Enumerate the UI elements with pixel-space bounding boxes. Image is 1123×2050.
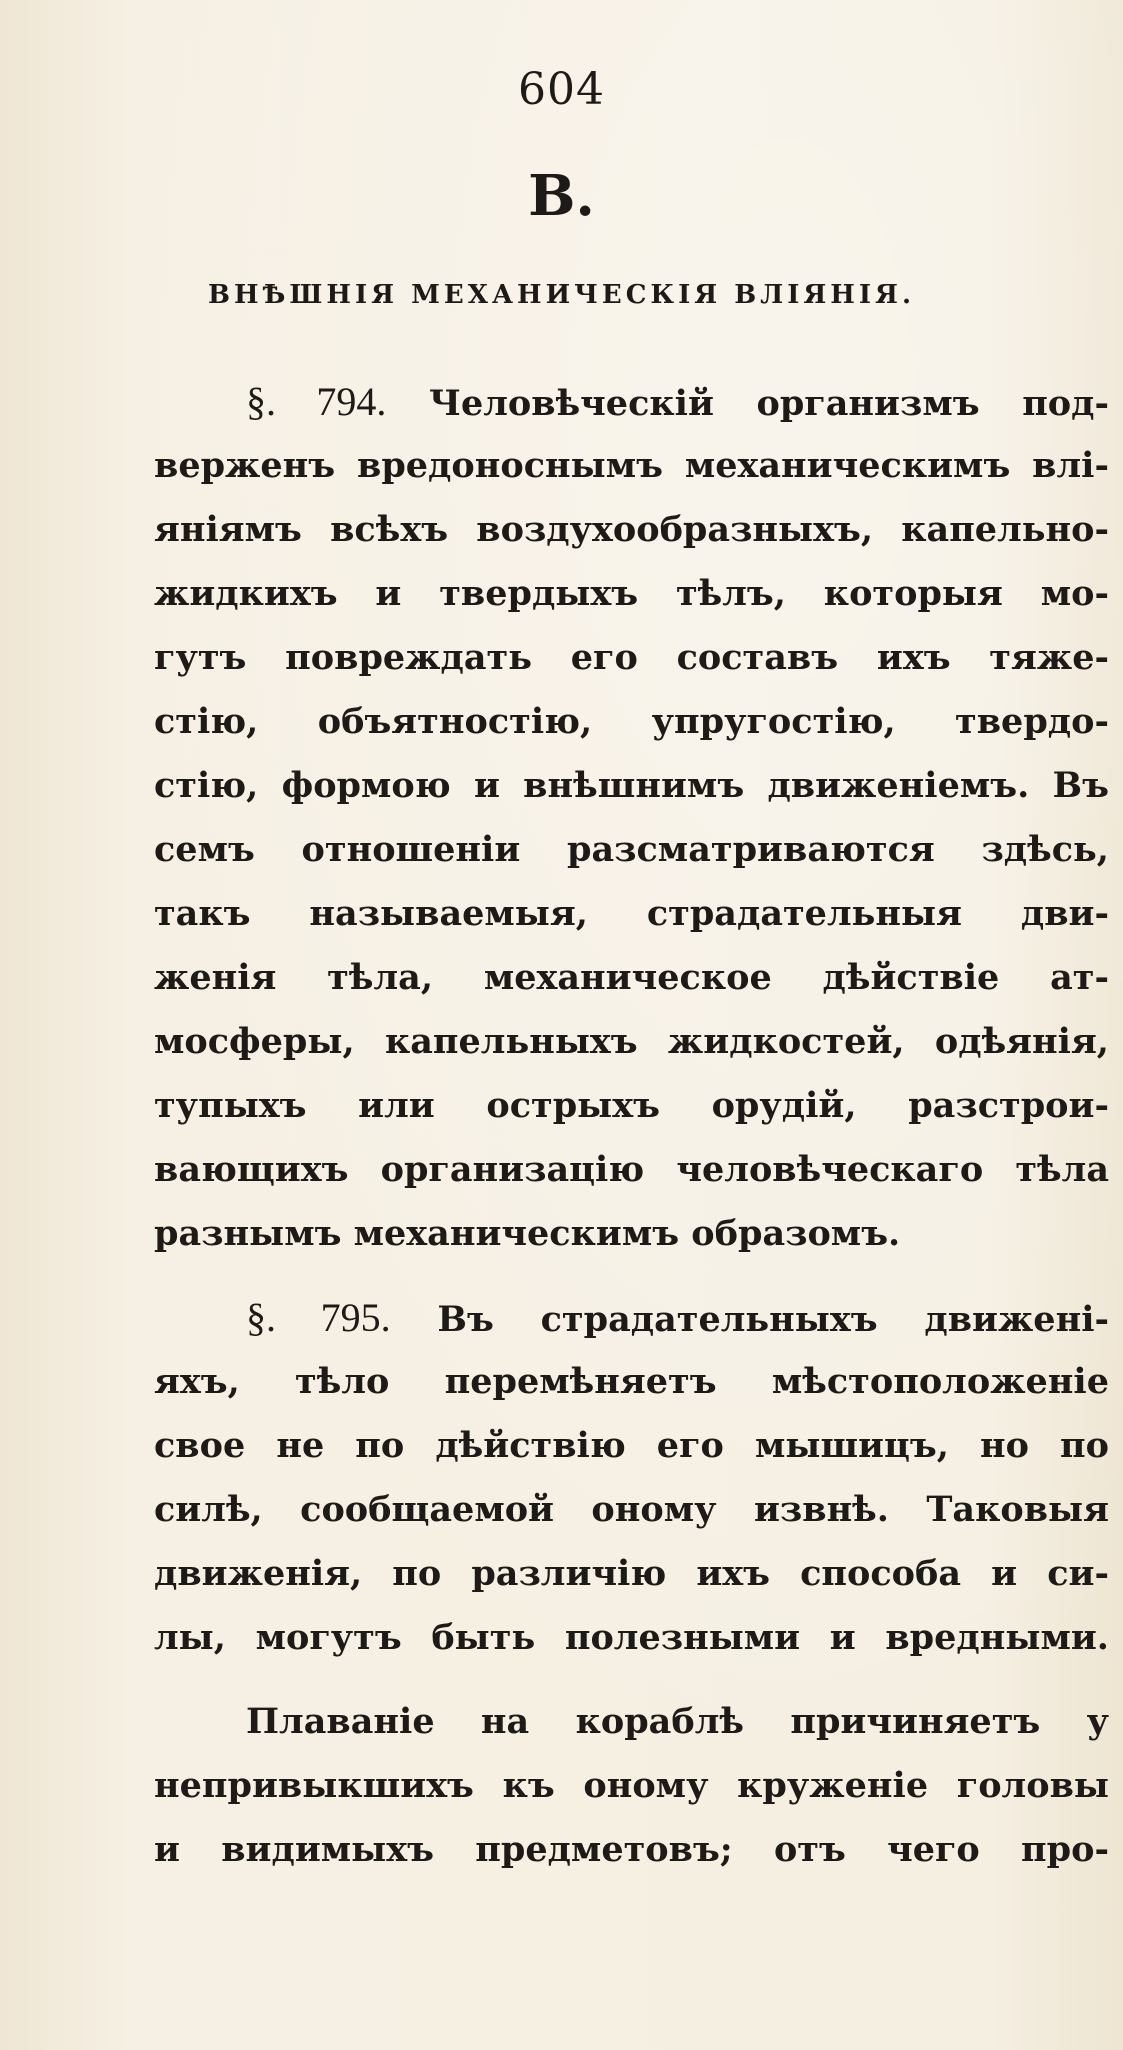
section-letter: В.: [528, 163, 595, 229]
text-line: свое не по дѣйствію его мышицъ, но по: [154, 1425, 1109, 1466]
text-line: верженъ вредоноснымъ механическимъ влі-: [154, 445, 1109, 486]
section-title: ВНѢШНІЯ МЕХАНИЧЕСКІЯ ВЛІЯНІЯ.: [208, 280, 915, 310]
text-line: разнымъ механическимъ образомъ.: [154, 1213, 901, 1254]
text-line: лы, могутъ быть полезными и вредными.: [154, 1617, 1109, 1658]
text-line: силѣ, сообщаемой оному извнѣ. Таковыя: [154, 1489, 1109, 1530]
text-line: тупыхъ или острыхъ орудій, разстрои-: [154, 1085, 1109, 1126]
text-line: вающихъ организацію человѣческаго тѣла: [154, 1149, 1109, 1190]
text-line: такъ называемыя, страдательныя дви-: [154, 893, 1109, 934]
text-line: §. 794. Человѣческій организмъ под-: [246, 379, 1110, 424]
text-line: Плаваніе на кораблѣ причиняетъ у: [246, 1701, 1109, 1742]
text-line: мосферы, капельныхъ жидкостей, одѣянія,: [154, 1021, 1109, 1062]
text-line: стію, объятностію, упругостію, твердо-: [154, 701, 1109, 742]
page-number: 604: [518, 64, 605, 115]
text-line: стію, формою и внѣшнимъ движеніемъ. Въ: [154, 765, 1109, 806]
text-line: яніямъ всѣхъ воздухообразныхъ, капельно-: [154, 509, 1109, 550]
text-line: семъ отношеніи разсматриваются здѣсь,: [154, 829, 1109, 870]
text-line: непривыкшихъ къ оному круженіе головы: [154, 1765, 1109, 1806]
section-number: §. 795.: [246, 1295, 391, 1340]
text-line: §. 795. Въ страдательныхъ движені-: [246, 1295, 1110, 1340]
text-line: женія тѣла, механическое дѣйствіе ат-: [154, 957, 1109, 998]
text-line: и видимыхъ предметовъ; отъ чего про-: [154, 1829, 1109, 1870]
text-line: яхъ, тѣло перемѣняетъ мѣстоположеніе: [154, 1361, 1109, 1402]
text-line: движенія, по различію ихъ способа и си-: [154, 1553, 1109, 1594]
text-line: жидкихъ и твердыхъ тѣлъ, которыя мо-: [154, 573, 1109, 614]
text-line: гутъ повреждать его составъ ихъ тяже-: [154, 637, 1109, 678]
section-number: §. 794.: [246, 379, 387, 424]
